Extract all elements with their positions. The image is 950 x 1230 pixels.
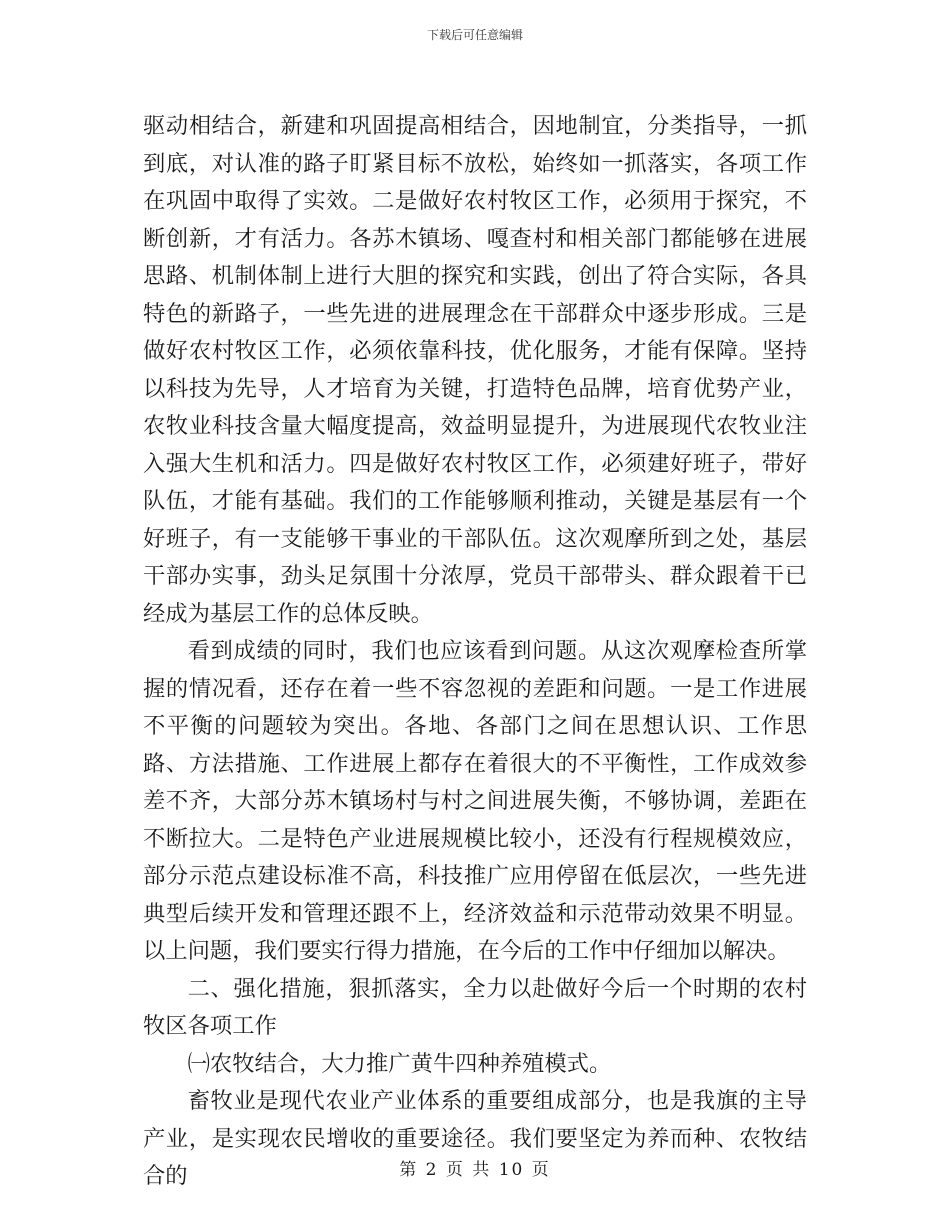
section-heading: 二、强化措施，狠抓落实，全力以赴做好今后一个时期的农村牧区各项工作: [143, 975, 807, 1039]
subsection-heading: ㈠农牧结合，大力推广黄牛四种养殖模式。: [187, 1050, 612, 1077]
page-number: 第 2 页 共 10 页: [399, 1160, 551, 1180]
header-note: 下载后可任意编辑: [426, 28, 523, 42]
document-body: [143, 108, 807, 1196]
paragraph-3: 畜牧业是现代农业产业体系的重要组成部分，也是我旗的主导产业，是实现农民增收的重要途径。我们要坚定为养而种、农牧结合的: [143, 1088, 807, 1189]
paragraph-1: 驱动相结合，新建和巩固提高相结合，因地制宜，分类指导，一抓到底，对认准的路子盯紧目标不放松，始终如一抓落实，各项工作在巩固中取得了实效。二是做好农村牧区工作，必须用于探究，不断创新，才有活力。各苏木镇场、嘎查村和相关部门都能够在进展思路、机制体制上进行大胆的探究和实践，创出了符合实际，各具特色的新路子，一些先进的进展理念在干部群众中逐步形成。三是做好农村牧区工作，必须依靠科技，优化服务，才能有保障。坚持以科技为先导，人才培育为关键，打造特色品牌，培育优势产业，农牧业科技含量大幅度提高，效益明显提升，为进展现代农牧业注入强大生机和活力。四是做好农村牧区工作，必须建好班子，带好队伍，才能有基础。我们的工作能够顺利推动，关键是基层有一个好班子，有一支能够干事业的干部队伍。这次观摩所到之处，基层干部办实事，劲头足氛围十分浓厚，党员干部带头、群众跟着干已经成为基层工作的总体反映。: [143, 113, 807, 627]
paragraph-2: 看到成绩的同时，我们也应该看到问题。从这次观摩检查所掌握的情况看，还存在着一些不容忽视的差距和问题。一是工作进展不平衡的问题较为突出。各地、各部门之间在思想认识、工作思路、方法措施、工作进展上都存在着很大的不平衡性，工作成效参差不齐，大部分苏木镇场村与村之间进展失衡，不够协调，差距在不断拉大。二是特色产业进展规模比较小，还没有行程规模效应，部分示范点建设标准不高，科技推广应用停留在低层次，一些先进典型后续开发和管理还跟不上，经济效益和示范带动效果不明显。以上问题，我们要实行得力措施，在今后的工作中仔细加以解决。: [143, 638, 807, 964]
